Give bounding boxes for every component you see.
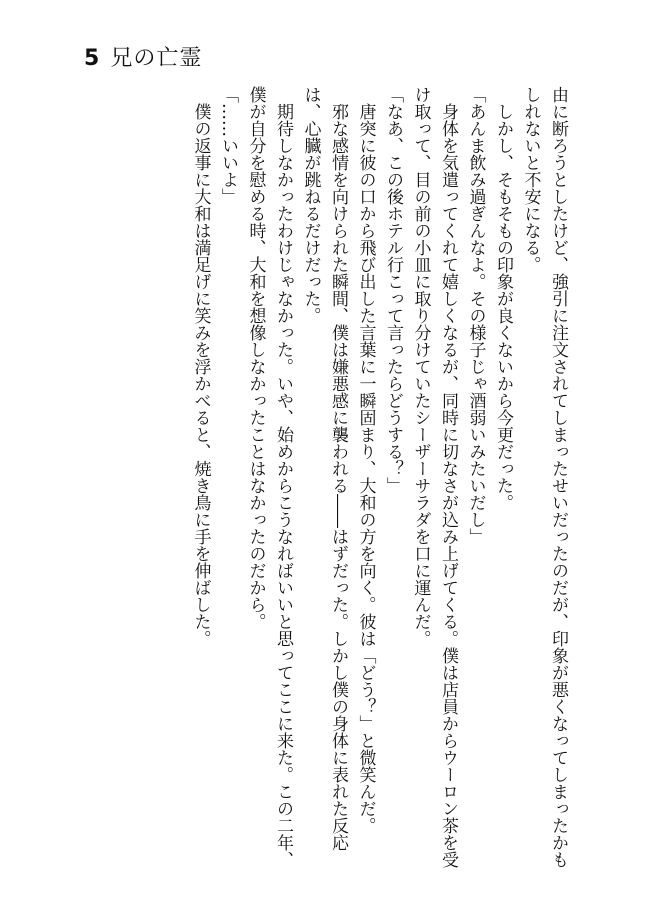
- paragraph: 僕の返事に大和は満足げに笑みを浮かべると、焼き鳥に手を伸ばした。: [190, 86, 211, 647]
- paragraph: 由に断ろうとしたけど、強引に注文されてしまったせいだったのだが、印象が悪くなってしまったかもしれないと不安になる。: [520, 86, 568, 868]
- paragraph: 身体を気遣ってくれて嬉しくなるが、同時に切なさが込み上げてくる。僕は店員からウーロン茶を受け取って、目の前の小皿に取り分けていたシーザーサラダを口に運んだ。: [410, 86, 458, 868]
- paragraph: 邪な感情を向けられた瞬間、僕は嫌悪感に襲われる――はずだった。しかし僕の身体に表れた反応は、心臓が跳ねるだけだった。: [300, 86, 348, 851]
- chapter-number: 5: [84, 46, 101, 71]
- chapter-header: [84, 48, 202, 70]
- paragraph: 期待しなかったわけじゃなかった。いや、始めからこうなればいいと思ってここに来た。この二年、僕が自分を慰める時、大和を想像しなかったことはなかったのだから。: [245, 86, 293, 868]
- paragraph: 「なあ、この後ホテル行こって言ったらどうする？」: [383, 86, 403, 494]
- paragraph: 「あんま飲み過ぎんなよ。その様子じゃ酒弱いみたいだし」: [465, 86, 486, 545]
- paragraph: 「……いいよ」: [218, 86, 238, 205]
- paragraph: 唐突に彼の口から飛び出した言葉に一瞬固まり、大和の方を向く。彼は「どう？」と微笑んだ。: [355, 86, 376, 834]
- vertical-body-text: [151, 86, 571, 876]
- paragraph: しかし、そもそもの印象が良くないから今更だった。: [493, 86, 513, 511]
- chapter-title: 兄の亡霊: [110, 46, 203, 71]
